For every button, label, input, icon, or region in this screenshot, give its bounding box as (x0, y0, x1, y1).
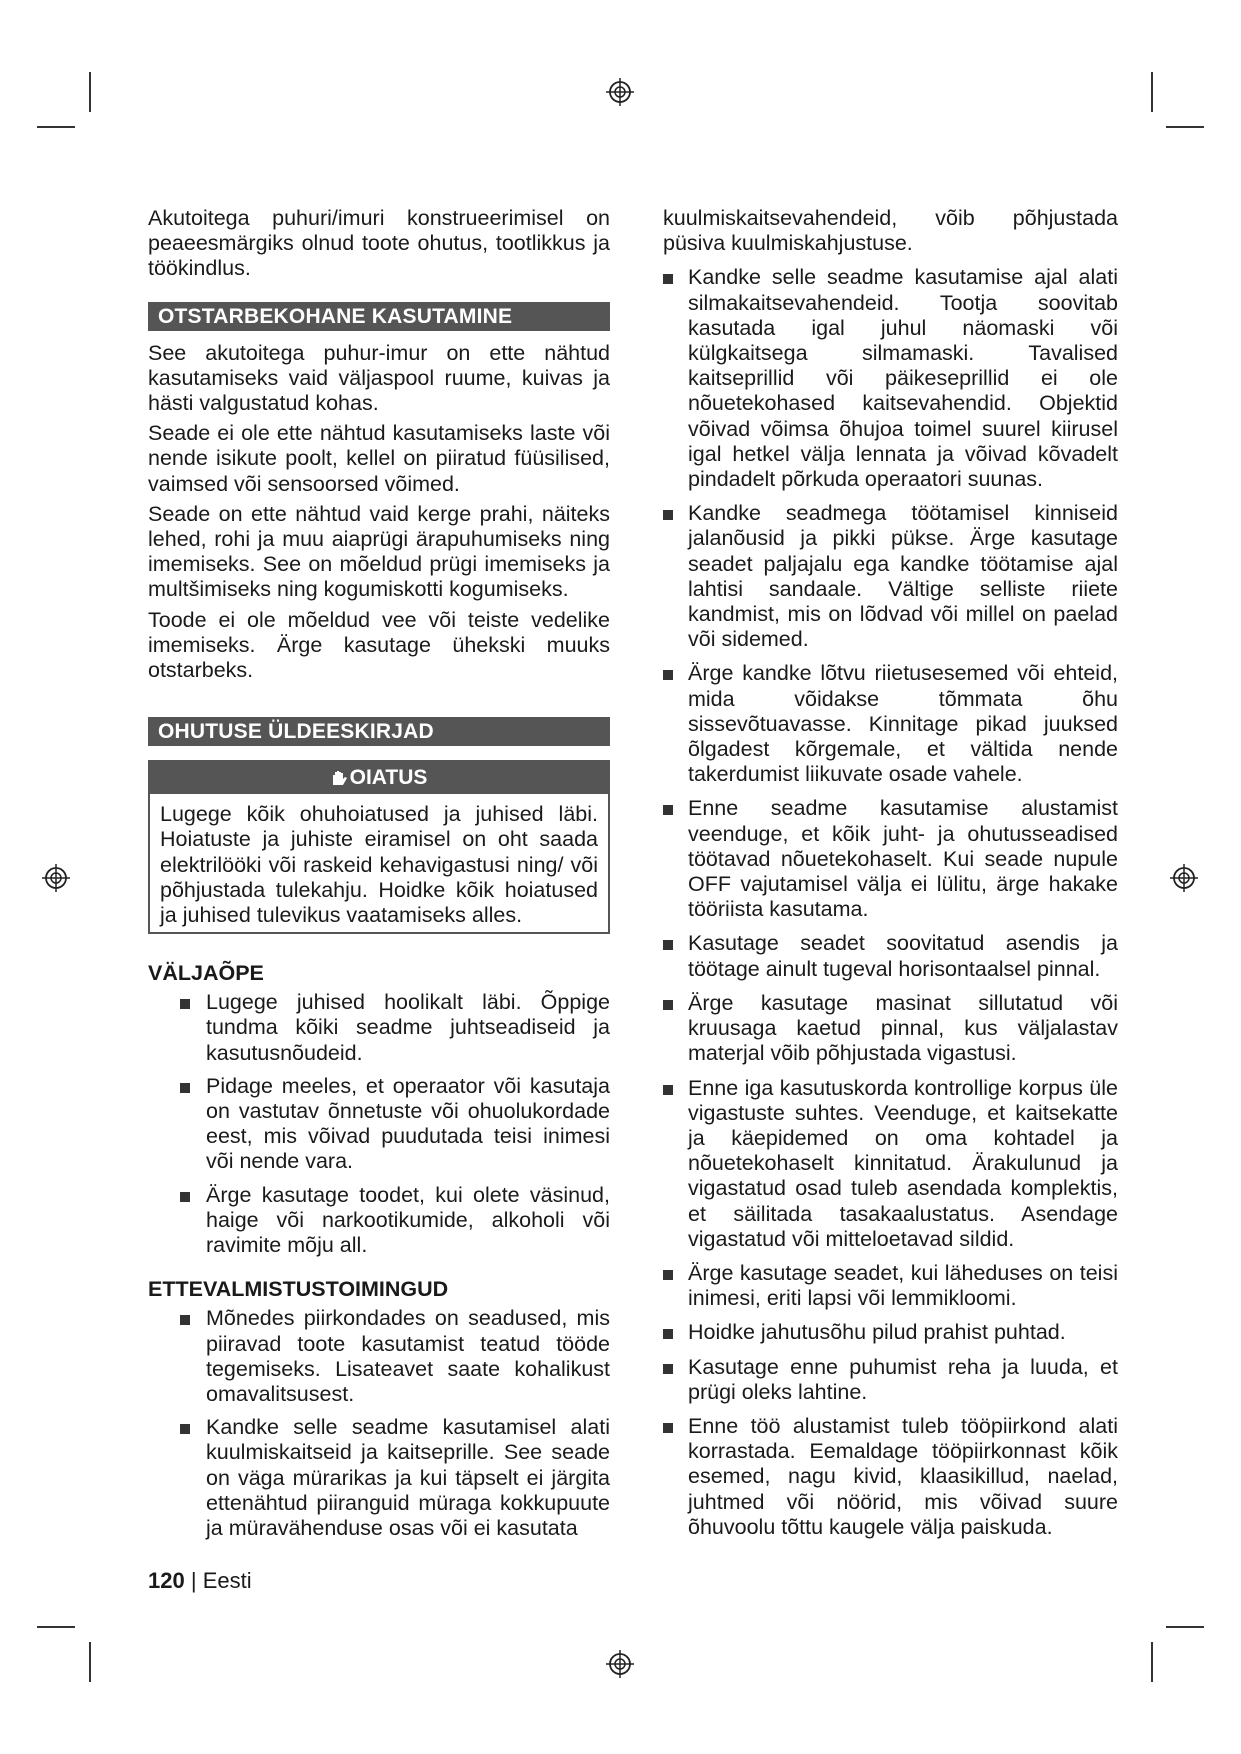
section-heading-intended-use: OTSTARBEKOHANE KASUTAMINE (148, 302, 610, 331)
paragraph: Seade on ette nähtud vaid kerge prahi, näiteks lehed, rohi ja muu aiaprügi ärapuhumiseks ning imemiseks. See on mõeldud prügi imemiseks ja multšimiseks ning kogumiskotti kogumiseks. (148, 501, 610, 602)
crop-mark (89, 72, 91, 112)
crop-mark (89, 1642, 91, 1682)
bullet-square-icon (180, 1083, 190, 1093)
warning-title: OIATUS (349, 766, 428, 790)
list-item (663, 1261, 1118, 1311)
crop-mark (37, 126, 75, 128)
warning-box (148, 760, 610, 934)
right-column (663, 206, 1118, 1549)
warning-header (150, 762, 608, 794)
left-column (148, 206, 610, 1549)
continuation-paragraph: kuulmiskaitsevahendeid, võib põhjustada püsiva kuulmiskahjustuse. (663, 206, 1118, 256)
paragraph: Toode ei ole mõeldud vee või teiste vedelike imemiseks. Ärge kasutage ühekski muuks otstarbeks. (148, 607, 610, 683)
list-item (663, 501, 1118, 652)
list-item-text: Lugege juhised hoolikalt läbi. Õppige tundma kõiki seadme juhtseadiseid ja kasutusnõudeid. (206, 990, 610, 1065)
list-item (663, 796, 1118, 922)
bullet-square-icon (663, 1000, 673, 1010)
intro-paragraph: Akutoitega puhuri/imuri konstrueerimisel on peaeesmärgiks olnud toote ohutus, tootlikkus ja töökindlus. (148, 206, 610, 281)
section-heading-general-safety: OHUTUSE ÜLDEESKIRJAD (148, 717, 610, 746)
list-item (663, 1355, 1118, 1405)
list-item-text: Kasutage seadet soovitatud asendis ja töötage ainult tugeval horisontaalsel pinnal. (688, 931, 1118, 981)
bullet-square-icon (663, 510, 673, 520)
list-item-text: Mõnedes piirkondades on seadused, mis piiravad toote kasutamist teatud tööde tegemiseks. Lisateavet saate kohalikust omavalitsusest. (206, 1306, 610, 1406)
list-item-text: Kandke selle seadme kasutamise ajal alati silmakaitsevahendeid. Tootja soovitab kasutada igal juhul näomaski või külgkaitsega silmamaski. Tavalised kaitseprillid või päikeseprillid ei ole nõuetekohased kaitsevahendid. Objektid võivad võimsa õhujoa toimel suurel kiirusel igal hetkel välja lennata ja võivad kõvadelt pindadelt põrkuda operaatori suunas. (688, 265, 1118, 492)
list-item-text: Hoidke jahutusõhu pilud prahist puhtad. (688, 1320, 1066, 1345)
warning-text: Lugege kõik ohuhoiatused ja juhised läbi. Hoiatuste ja juhiste eiramisel on oht saada elektrilööki või raskeid kehavigastusi ning/ või põhjustada tulekahju. Hoidke kõik hoiatused ja juhised tulevikus vaatamiseks alles. (160, 802, 598, 928)
list-item (178, 990, 610, 1066)
list-item-text: Ärge kasutage masinat sillutatud või kruusaga kaetud pinnal, kus väljalastav materjal võib põhjustada vigastusi. (688, 990, 1118, 1066)
list-item (663, 1076, 1118, 1252)
crop-mark (1166, 126, 1204, 128)
list-item (663, 265, 1118, 492)
list-item-text: Kasutage enne puhumist reha ja luuda, et prügi oleks lahtine. (688, 1354, 1118, 1404)
list-item-text: Enne seadme kasutamise alustamist veenduge, et kõik juht- ja ohutusseadised töötavad nõuetekohaselt. Kui seade nupule OFF vajutamisel välja ei lülitu, ärge hakake tööriista kasutama. (688, 796, 1118, 922)
bullet-square-icon (663, 940, 673, 950)
list-item (663, 661, 1118, 787)
registration-mark-icon (605, 77, 635, 107)
bullet-square-icon (663, 1423, 673, 1433)
list-item (663, 1414, 1118, 1540)
footer-separator: | (190, 1568, 197, 1593)
list-item-text: Pidage meeles, et operaator või kasutaja on vastutav õnnetuste või ohuolukordade eest, mis võivad puudutada teisi inimesi või nende vara. (206, 1073, 610, 1174)
bullet-square-icon (663, 274, 673, 284)
bullet-square-icon (180, 1192, 190, 1202)
list-item-text: Enne töö alustamist tuleb tööpiirkond alati korrastada. Eemaldage tööpiirkonnast kõik esemed, nagu kivid, klaasikillud, naelad, juhtmed või nöörid, mis võivad suure õhuvoolu tõttu kaugele välja paiskuda. (688, 1413, 1118, 1539)
list-item-text: Kandke selle seadme kasutamisel alati kuulmiskaitseid ja kaitseprille. See seade on väga mürarikas ja kui täpselt ei järgita ettenähtud piiranguid müraga kokkupuute ja müravähenduse osas või ei kasutata (206, 1415, 610, 1540)
bullet-square-icon (180, 1424, 190, 1434)
footer-language: Eesti (202, 1568, 252, 1593)
list-item (178, 1415, 610, 1541)
subheading-training: VÄLJAÕPE (148, 961, 264, 986)
bullet-square-icon (663, 670, 673, 680)
list-item-text: Ärge kasutage seadet, kui läheduses on teisi inimesi, eriti lapsi või lemmikloomi. (688, 1260, 1118, 1311)
paragraph: Seade ei ole ette nähtud kasutamiseks laste või nende isikute poolt, kellel on piiratud füüsilised, vaimsed või sensoorsed võimed. (148, 421, 610, 496)
crop-mark (1151, 72, 1153, 112)
bullet-square-icon (663, 1085, 673, 1095)
list-item-text: Enne iga kasutuskorda kontrollige korpus üle vigastuste suhtes. Veenduge, et kaitsekatte ja käepidemed on oma kohtadel ja nõuetekohaselt kinnitatud. Ärakulunud ja vigastatud osad tuleb asendada komplektis, et säilitada tasakaalustatus. Asendage vigastatud või mitteloetavad sildid. (688, 1075, 1118, 1251)
list-item-text: Kandke seadmega töötamisel kinniseid jalanõusid ja pikki pükse. Ärge kasutage seadet paljajalu ega kandke töötamise ajal lahtisi sandaale. Vältige selliste riiete kandmist, mis on lõdvad või millel on paelad või sidemed. (688, 501, 1118, 652)
page-footer (148, 1568, 252, 1594)
list-item (178, 1074, 610, 1175)
list-item (663, 931, 1118, 981)
registration-mark-icon (41, 863, 71, 893)
crop-mark (37, 1626, 75, 1628)
warning-hand-icon (331, 769, 349, 787)
bullet-square-icon (663, 1329, 673, 1339)
bullet-square-icon (663, 1364, 673, 1374)
bullet-square-icon (663, 805, 673, 815)
crop-mark (1151, 1642, 1153, 1682)
page-number: 120 (148, 1568, 185, 1593)
registration-mark-icon (1169, 863, 1199, 893)
list-item (663, 1320, 1118, 1345)
subheading-preparation: ETTEVALMISTUSTOIMINGUD (148, 1277, 449, 1302)
list-item (178, 1183, 610, 1259)
bullet-square-icon (180, 999, 190, 1009)
crop-mark (1166, 1626, 1204, 1628)
registration-mark-icon (605, 1649, 635, 1679)
bullet-square-icon (663, 1270, 673, 1280)
paragraph: See akutoitega puhur-imur on ette nähtud kasutamiseks vaid väljaspool ruume, kuivas ja hästi valgustatud kohas. (148, 340, 610, 416)
list-item-text: Ärge kandke lõtvu riietusesemed või ehteid, mida võidakse tõmmata õhu sissevõtuavasse. Kinnitage pikad juuksed õlgadest kõrgemale, et vältida nende takerdumist liikuvate osade vahele. (688, 661, 1118, 787)
list-item-text: Ärge kasutage toodet, kui olete väsinud, haige või narkootikumide, alkoholi või ravimite mõju all. (206, 1182, 610, 1258)
bullet-square-icon (180, 1315, 190, 1325)
list-item (178, 1306, 610, 1407)
list-item (663, 991, 1118, 1067)
